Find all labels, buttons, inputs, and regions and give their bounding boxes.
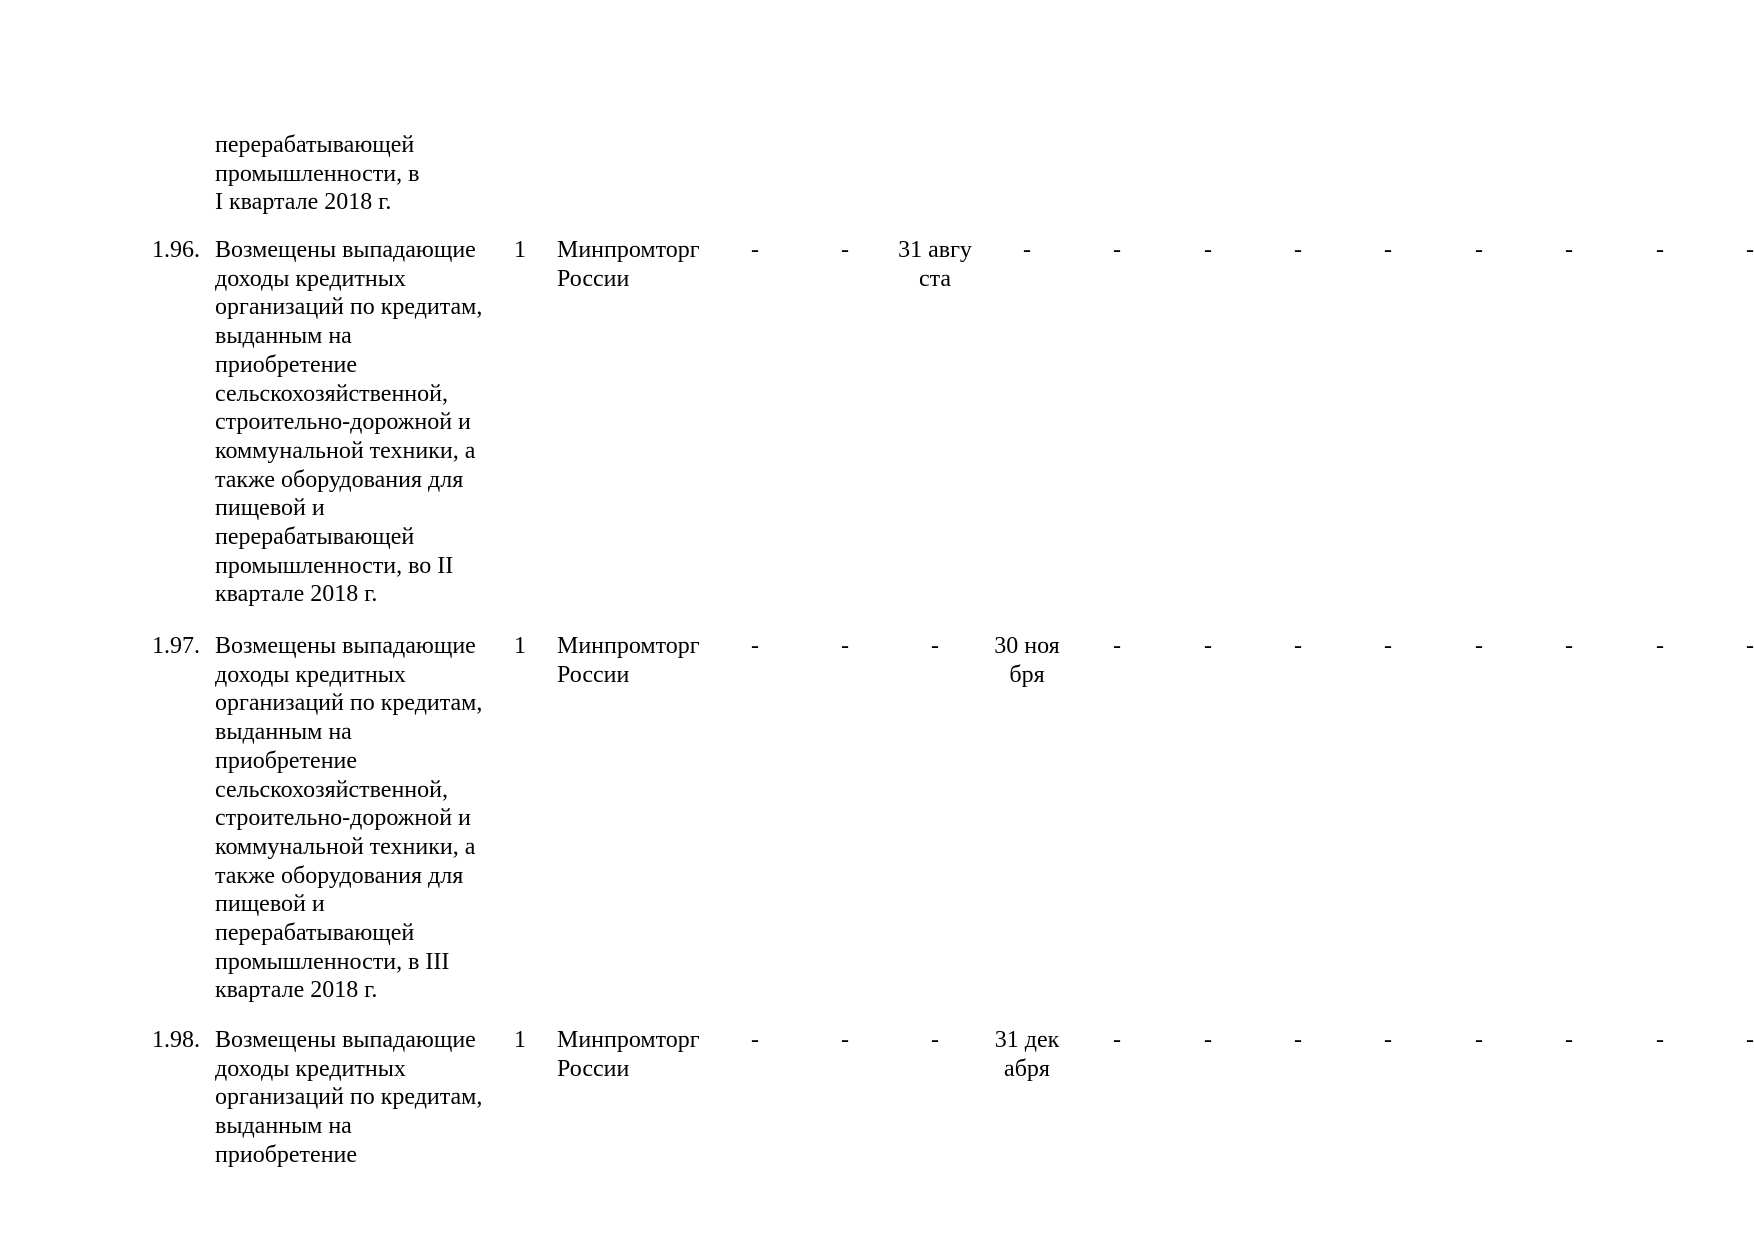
row-quantity: 1: [514, 633, 526, 659]
period-cell-5: -: [1113, 237, 1121, 263]
period-cell-2: -: [841, 633, 849, 659]
row-responsible: Минпромторг России: [557, 1027, 700, 1082]
period-cell-4: 30 ноября: [994, 633, 1060, 688]
period-cell-12: -: [1746, 237, 1754, 263]
period-cell-8: -: [1384, 633, 1392, 659]
period-cell-7: -: [1294, 1027, 1302, 1053]
period-cell-6: -: [1204, 237, 1212, 263]
row-number: 1.96.: [152, 237, 200, 263]
period-cell-8: -: [1384, 237, 1392, 263]
period-cell-7: -: [1294, 633, 1302, 659]
period-cell-11: -: [1656, 237, 1664, 263]
row-number: 1.97.: [152, 633, 200, 659]
period-cell-6: -: [1204, 1027, 1212, 1053]
period-cell-3: 31 августа: [898, 237, 972, 292]
row-quantity: 1: [514, 1027, 526, 1053]
row-description: перерабатывающей промышленности, в I квартале 2018 г.: [215, 132, 420, 216]
period-cell-9: -: [1475, 1027, 1483, 1053]
period-cell-2: -: [841, 237, 849, 263]
period-cell-5: -: [1113, 1027, 1121, 1053]
period-cell-1: -: [751, 237, 759, 263]
row-description: Возмещены выпадающие доходы кредитных организаций по кредитам, выданным на приобретение: [215, 1027, 483, 1168]
period-cell-9: -: [1475, 633, 1483, 659]
period-cell-10: -: [1565, 1027, 1573, 1053]
period-cell-9: -: [1475, 237, 1483, 263]
period-cell-12: -: [1746, 633, 1754, 659]
period-cell-6: -: [1204, 633, 1212, 659]
period-cell-7: -: [1294, 237, 1302, 263]
period-cell-3: -: [931, 1027, 939, 1053]
row-number: 1.98.: [152, 1027, 200, 1053]
period-cell-4: 31 декабря: [994, 1027, 1060, 1082]
row-quantity: 1: [514, 237, 526, 263]
period-cell-10: -: [1565, 633, 1573, 659]
period-cell-1: -: [751, 633, 759, 659]
period-cell-4: -: [1023, 237, 1031, 263]
period-cell-11: -: [1656, 1027, 1664, 1053]
period-cell-10: -: [1565, 237, 1573, 263]
row-responsible: Минпромторг России: [557, 633, 700, 688]
row-description: Возмещены выпадающие доходы кредитных организаций по кредитам, выданным на приобретение сельскохозяйственной, строительно-дорожной и коммунальной техники, а также оборудования для пищевой и перерабатывающей промышленности, во II квартале 2018 г.: [215, 237, 483, 608]
period-cell-3: -: [931, 633, 939, 659]
period-cell-12: -: [1746, 1027, 1754, 1053]
period-cell-8: -: [1384, 1027, 1392, 1053]
period-cell-11: -: [1656, 633, 1664, 659]
row-description: Возмещены выпадающие доходы кредитных организаций по кредитам, выданным на приобретение сельскохозяйственной, строительно-дорожной и коммунальной техники, а также оборудования для пищевой и перерабатывающей промышленности, в III квартале 2018 г.: [215, 633, 483, 1004]
period-cell-5: -: [1113, 633, 1121, 659]
period-cell-1: -: [751, 1027, 759, 1053]
period-cell-2: -: [841, 1027, 849, 1053]
row-responsible: Минпромторг России: [557, 237, 700, 292]
